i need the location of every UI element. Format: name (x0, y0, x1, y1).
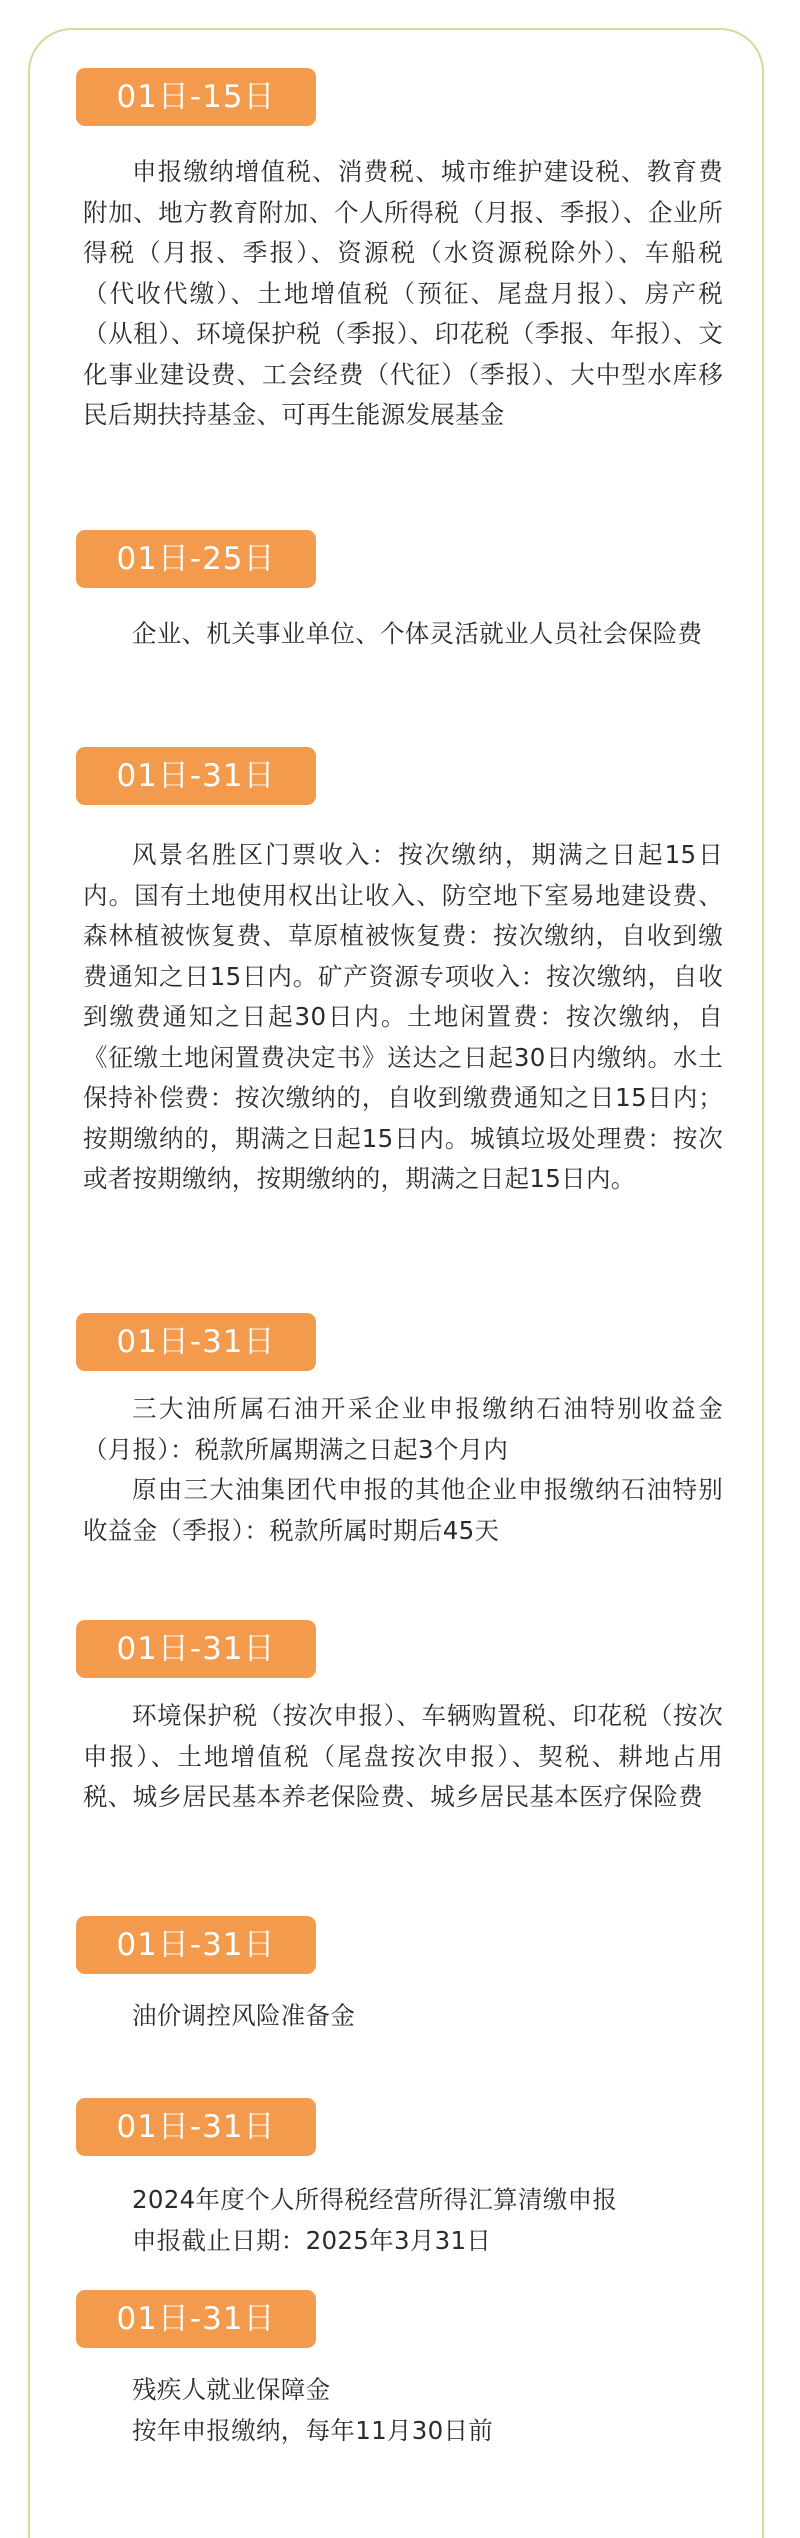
section-text: 申报截止日期：2025年3月31日 (132, 2225, 492, 2255)
section-body (83, 1389, 723, 1551)
content-card (28, 28, 764, 2538)
section-text: 油价调控风险准备金 (132, 2001, 356, 2030)
section-body (83, 614, 723, 655)
date-range-badge: 01日-31日 (76, 747, 316, 805)
section-body (83, 152, 723, 436)
section-text: 原由三大油集团代申报的其他企业申报缴纳石油特别收益金（季报）：税款所属时期后45天 (83, 1475, 723, 1545)
section-text: 风景名胜区门票收入：按次缴纳，期满之日起15日内。国有土地使用权出让收入、防空地下室易地建设费、森林植被恢复费、草原植被恢复费：按次缴纳，自收到缴费通知之日15日内。矿产资源专项收入：按次缴纳，自收到缴费通知之日起30日内。土地闲置费：按次缴纳，自《征缴土地闲置费决定书》送达之日起30日内缴纳。水土保持补偿费：按次缴纳的，自收到缴费通知之日15日内；按期缴纳的，期满之日起15日内。城镇垃圾处理费：按次或者按期缴纳，按期缴纳的，期满之日起15日内。 (83, 840, 723, 1193)
date-range-badge: 01日-31日 (76, 2098, 316, 2156)
section-body (83, 2370, 723, 2451)
date-range-badge: 01日-31日 (76, 2290, 316, 2348)
date-range-badge: 01日-25日 (76, 530, 316, 588)
date-range-badge: 01日-31日 (76, 1620, 316, 1678)
section-text: 三大油所属石油开采企业申报缴纳石油特别收益金（月报）：税款所属期满之日起3个月内 (83, 1394, 723, 1464)
section-body (83, 835, 723, 1200)
section-text: 申报缴纳增值税、消费税、城市维护建设税、教育费附加、地方教育附加、个人所得税（月报、季报）、企业所得税（月报、季报）、资源税（水资源税除外）、车船税（代收代缴）、土地增值税（预征、尾盘月报）、房产税（从租）、环境保护税（季报）、印花税（季报、年报）、文化事业建设费、工会经费（代征）（季报）、大中型水库移民后期扶持基金、可再生能源发展基金 (83, 157, 723, 429)
section-body (83, 1696, 723, 1818)
section-text: 残疾人就业保障金 (132, 2375, 331, 2404)
section-text: 企业、机关事业单位、个体灵活就业人员社会保险费 (132, 619, 703, 648)
date-range-badge: 01日-31日 (76, 1916, 316, 1974)
section-text: 按年申报缴纳，每年11月30日前 (132, 2415, 494, 2445)
date-range-badge: 01日-15日 (76, 68, 316, 126)
section-body (83, 2180, 723, 2261)
section-text: 2024年度个人所得税经营所得汇算清缴申报 (132, 2185, 618, 2214)
section-text: 环境保护税（按次申报）、车辆购置税、印花税（按次申报）、土地增值税（尾盘按次申报）、契税、耕地占用税、城乡居民基本养老保险费、城乡居民基本医疗保险费 (83, 1701, 723, 1811)
section-body (83, 1996, 723, 2037)
date-range-badge: 01日-31日 (76, 1313, 316, 1371)
